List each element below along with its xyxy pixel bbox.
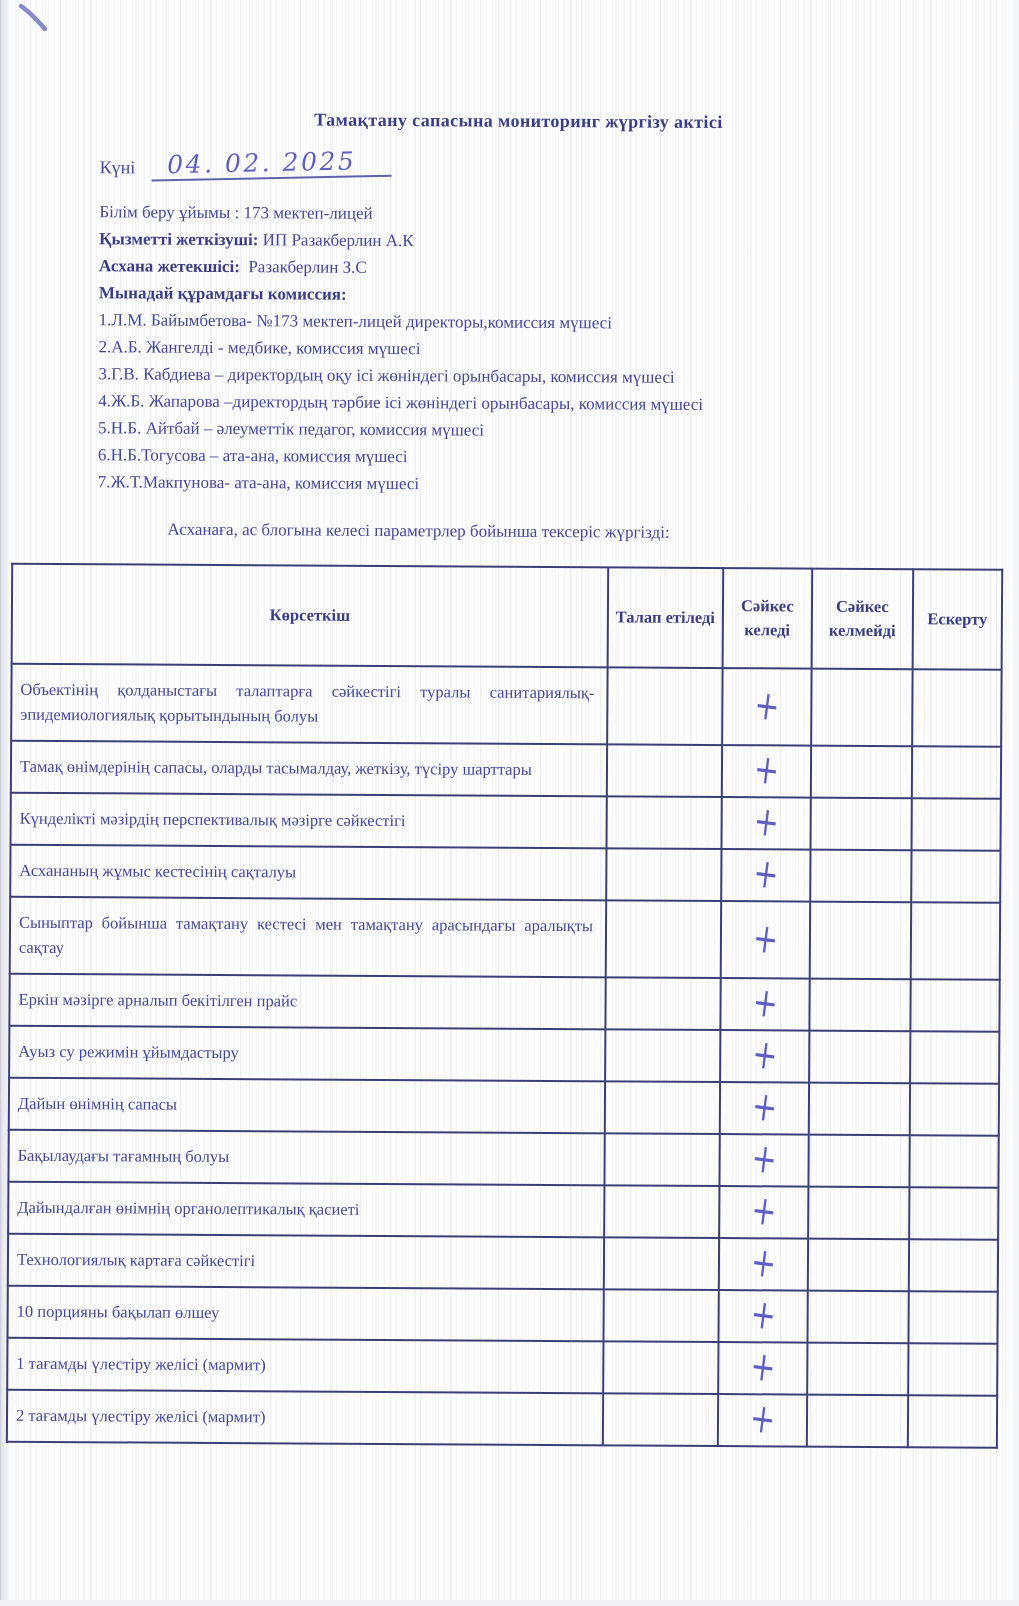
mark-cell xyxy=(807,1291,908,1344)
table-row xyxy=(9,1026,999,1084)
check-mark-cell xyxy=(718,1290,807,1343)
column-header: Сәйкес келеді xyxy=(722,568,812,669)
check-mark-cell xyxy=(719,1238,808,1291)
table-row xyxy=(11,741,1001,799)
mark-cell xyxy=(607,744,722,797)
mark-cell xyxy=(605,1081,720,1134)
mark-cell xyxy=(909,1187,998,1240)
column-header: Сәйкес келмейді xyxy=(812,569,914,670)
indicator-label: Күнделікті мәзірдің перспективалық мәзірге сәйкестігі xyxy=(11,793,607,849)
mark-cell xyxy=(604,1185,719,1238)
mark-cell xyxy=(807,1343,908,1396)
mark-cell xyxy=(912,746,1001,799)
mark-cell xyxy=(808,1187,909,1240)
mark-cell xyxy=(604,1237,719,1290)
handwritten-plus-mark: + xyxy=(749,1030,781,1081)
mark-cell xyxy=(911,798,1000,851)
inspection-table xyxy=(6,563,1003,1449)
table-row xyxy=(10,897,1000,980)
committee-member: 5.Н.Б. Айтбай – әлеуметтік педагог, комиссия мүшесі xyxy=(98,418,485,440)
column-header: Көрсеткіш xyxy=(12,564,609,668)
indicator-label: Асхананың жұмыс кестесінің сақталуы xyxy=(10,845,606,901)
handwritten-plus-mark: + xyxy=(749,914,781,965)
date-handwritten-value: 04. 02. 2025 xyxy=(151,148,392,182)
check-mark-cell xyxy=(721,797,810,850)
table-row xyxy=(7,1338,997,1396)
mark-cell xyxy=(909,1239,998,1292)
table-row xyxy=(7,1286,997,1344)
organization-line: Білім беру ұйымы : 173 мектеп-лицей xyxy=(99,202,373,223)
provider-value: ИП Разакберлин А.К xyxy=(262,230,414,251)
mark-cell xyxy=(811,746,912,799)
mark-cell xyxy=(607,667,722,745)
handwritten-plus-mark: + xyxy=(750,797,782,848)
handwritten-plus-mark: + xyxy=(749,978,781,1029)
handwritten-plus-mark: + xyxy=(750,849,782,900)
committee-list xyxy=(98,306,979,500)
mark-cell xyxy=(809,1031,910,1084)
committee-member: 7.Ж.Т.Макпунова- ата-ана, комиссия мүшесі xyxy=(97,472,420,494)
provider-label: Қызметті жеткізуші: xyxy=(99,229,259,250)
mark-cell xyxy=(808,1239,909,1292)
indicator-label: Дайын өнімнің сапасы xyxy=(9,1078,605,1134)
mark-cell xyxy=(605,977,720,1030)
mark-cell xyxy=(603,1289,718,1342)
canteen-head-value: Разакберлин З.С xyxy=(248,257,367,277)
document-title: Тамақтану сапасына мониторинг жүргізу актісі xyxy=(314,109,723,133)
handwritten-plus-mark: + xyxy=(750,745,782,796)
mark-cell xyxy=(909,1135,998,1188)
check-mark-cell xyxy=(722,745,811,798)
mark-cell xyxy=(606,900,721,978)
column-header: Талап етіледі xyxy=(608,567,723,668)
handwritten-plus-mark: + xyxy=(751,681,783,732)
mark-cell xyxy=(811,669,912,747)
table-row xyxy=(8,1234,998,1292)
check-mark-cell xyxy=(720,978,809,1031)
mark-cell xyxy=(908,1343,997,1396)
indicator-label: 1 тағамды үлестіру желісі (мармит) xyxy=(7,1338,603,1394)
mark-cell xyxy=(606,848,721,901)
table-row xyxy=(11,793,1001,851)
mark-cell xyxy=(603,1341,718,1394)
date-line xyxy=(99,146,979,197)
indicator-label: Еркін мәзірге арналып бекітілген прайс xyxy=(9,974,605,1030)
handwritten-plus-mark: + xyxy=(747,1290,779,1341)
mark-cell xyxy=(606,796,721,849)
check-mark-cell xyxy=(721,849,810,902)
table-row xyxy=(7,1390,997,1448)
indicator-label: Бақылаудағы тағамның болуы xyxy=(8,1130,604,1186)
handwritten-plus-mark: + xyxy=(747,1342,779,1393)
date-label: Күні xyxy=(99,157,136,178)
committee-member: 6.Н.Б.Тогусова – ата-ана, комиссия мүшесі xyxy=(97,445,408,467)
committee-member: 3.Г.В. Кабдиева – директордың оқу ісі жөніндегі орынбасары, комиссия мүшесі xyxy=(98,364,675,387)
handwritten-plus-mark: + xyxy=(748,1134,780,1185)
mark-cell xyxy=(910,1083,999,1136)
document-meta-block xyxy=(97,146,980,500)
mark-cell xyxy=(910,1031,999,1084)
mark-cell xyxy=(808,1135,909,1188)
mark-cell xyxy=(908,1395,997,1448)
indicator-label: Объектінің қолданыстағы талаптарға сәйкестігі туралы санитариялық-эпидемиологиялық қорытындының болуы xyxy=(11,664,607,745)
table-body xyxy=(7,664,1002,1448)
inspection-intro-line: Асханаға, ас блогына келесі параметрлер бойынша тексеріс жүргізді: xyxy=(167,519,670,542)
indicator-label: Дайындалған өнімнің органолептикалық қасиеті xyxy=(8,1182,604,1238)
mark-cell xyxy=(910,979,999,1032)
indicator-label: Технологиялық картаға сәйкестігі xyxy=(8,1234,604,1290)
mark-cell xyxy=(810,798,911,851)
table-row xyxy=(9,974,999,1032)
check-mark-cell xyxy=(718,1394,807,1447)
indicator-label: Ауыз су режимін ұйымдастыру xyxy=(9,1026,605,1082)
committee-member: 4.Ж.Б. Жапарова –директордың тәрбие ісі жөніндегі орынбасары, комиссия мүшесі xyxy=(98,391,704,414)
canteen-head-label: Асхана жетекшісі: xyxy=(98,256,240,277)
check-mark-cell xyxy=(720,1082,809,1135)
mark-cell xyxy=(604,1133,719,1186)
indicator-label: Тамақ өнімдерінің сапасы, оларды тасымалдау, жеткізу, түсіру шарттары xyxy=(11,741,607,797)
indicator-label: 10 порцияны бақылап өлшеу xyxy=(7,1286,603,1342)
table-header-row xyxy=(12,564,1003,670)
column-header: Ескерту xyxy=(912,569,1002,670)
mark-cell xyxy=(605,1029,720,1082)
mark-cell xyxy=(908,1291,997,1344)
table-row xyxy=(9,1078,999,1136)
check-mark-cell xyxy=(721,901,811,979)
handwritten-plus-mark: + xyxy=(747,1238,779,1289)
check-mark-cell xyxy=(720,1030,809,1083)
indicator-label: 2 тағамды үлестіру желісі (мармит) xyxy=(7,1390,603,1446)
check-mark-cell xyxy=(719,1134,808,1187)
mark-cell xyxy=(912,669,1002,747)
committee-member: 2.А.Б. Жангелді - медбике, комиссия мүшесі xyxy=(98,337,421,359)
committee-member: 1.Л.М. Байымбетова- №173 мектеп-лицей директоры,комиссия мүшесі xyxy=(98,310,613,333)
handwritten-plus-mark: + xyxy=(748,1082,780,1133)
mark-cell xyxy=(809,979,910,1032)
table-row xyxy=(8,1182,998,1240)
table-row xyxy=(10,845,1000,903)
mark-cell xyxy=(603,1393,718,1446)
mark-cell xyxy=(809,1083,910,1136)
handwritten-plus-mark: + xyxy=(748,1186,780,1237)
check-mark-cell xyxy=(722,668,812,746)
mark-cell xyxy=(810,850,911,903)
indicator-label: Сыныптар бойынша тамақтану кестесі мен тамақтану арасындағы аралықты сақтау xyxy=(10,897,606,978)
table-row xyxy=(8,1130,998,1188)
mark-cell xyxy=(807,1395,908,1448)
committee-heading: Мынадай құрамдағы комиссия: xyxy=(98,283,347,304)
table-row xyxy=(11,664,1001,747)
handwritten-plus-mark: + xyxy=(746,1394,778,1445)
check-mark-cell xyxy=(718,1342,807,1395)
mark-cell xyxy=(810,902,911,980)
mark-cell xyxy=(911,850,1000,903)
mark-cell xyxy=(911,902,1001,980)
check-mark-cell xyxy=(719,1186,808,1239)
